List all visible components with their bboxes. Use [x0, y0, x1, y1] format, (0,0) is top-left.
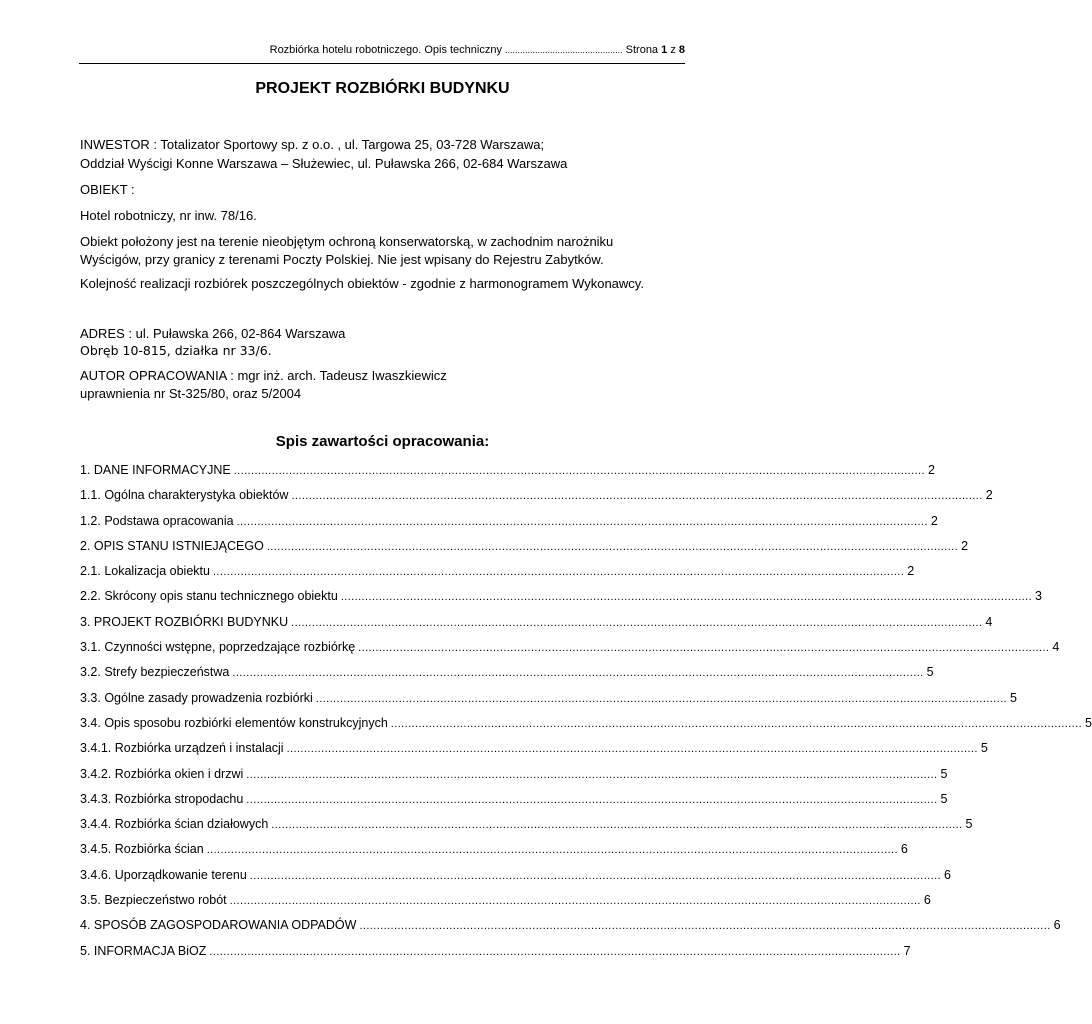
toc-entry-leader: ........................................................................................................................................................................................................: [233, 465, 925, 477]
toc-entry-label: 1.1. Ogólna charakterystyka obiektów: [80, 488, 289, 503]
header-doc-title: Rozbiórka hotelu robotniczego. Opis techniczny: [269, 44, 502, 56]
toc-entry[interactable]: [80, 562, 915, 587]
toc-entry-label: 3.1. Czynności wstępne, poprzedzające rozbiórkę: [80, 640, 356, 655]
toc-entry-page: 5: [940, 766, 948, 781]
toc-entry-label: 2.2. Skrócony opis stanu technicznego obiektu: [80, 589, 338, 604]
toc-entry-page: 2: [985, 488, 993, 503]
toc-entry-page: 5: [926, 665, 934, 680]
toc-entry-leader: ........................................................................................................................................................................................................: [232, 667, 924, 680]
toc-entry-leader: ........................................................................................................................................................................................................: [291, 616, 983, 629]
order-note: Kolejność realizacji rozbiórek poszczególnych obiektów - zgodnie z harmonogramem Wykonawcy.: [80, 276, 644, 291]
table-of-contents: [80, 461, 1092, 967]
toc-entry-page: 5: [1085, 715, 1092, 730]
toc-entry-leader: ........................................................................................................................................................................................................: [340, 591, 1033, 604]
toc-entry-page: 2: [907, 564, 915, 579]
toc-entry-label: 3.3. Ogólne zasady prowadzenia rozbiórki: [80, 690, 313, 705]
toc-entry-label: 3.4.4. Rozbiórka ścian działowych: [80, 817, 269, 832]
toc-entry[interactable]: [80, 461, 935, 486]
toc-entry-label: 3.2. Strefy bezpieczeństwa: [80, 665, 230, 680]
page-header: [0, 44, 685, 56]
toc-entry[interactable]: [80, 537, 969, 562]
toc-entry-leader: ........................................................................................................................................................................................................: [266, 540, 959, 553]
header-dots: ...............................................: [505, 45, 623, 55]
toc-entry[interactable]: [80, 486, 993, 511]
toc-entry-leader: ........................................................................................................................................................................................................: [271, 819, 963, 832]
toc-entry-label: 1.2. Podstawa opracowania: [80, 513, 234, 528]
toc-entry-label: 3.4.2. Rozbiórka okien i drzwi: [80, 766, 244, 781]
toc-entry[interactable]: [80, 663, 934, 688]
toc-entry-leader: ........................................................................................................................................................................................................: [286, 743, 978, 756]
header-page-sep: z: [670, 44, 676, 56]
toc-entry[interactable]: [80, 739, 988, 764]
toc-entry-page: 5: [965, 817, 973, 832]
toc-entry[interactable]: [80, 613, 993, 638]
toc-entry-page: 2: [961, 538, 969, 553]
parcel: Obręb 10-815, działka nr 33/6.: [80, 343, 272, 358]
toc-entry-label: 3.4.1. Rozbiórka urządzeń i instalacji: [80, 741, 284, 756]
toc-entry-page: 5: [940, 791, 948, 806]
toc-entry-page: 6: [944, 867, 951, 882]
toc-entry-leader: ........................................................................................................................................................................................................: [209, 945, 901, 958]
toc-entry-page: 5: [980, 741, 988, 756]
toc-entry[interactable]: [80, 815, 973, 840]
toc-entry-label: 3.4.3. Rozbiórka stropodachu: [80, 791, 244, 806]
header-divider: [79, 63, 685, 64]
toc-entry-leader: ........................................................................................................................................................................................................: [236, 515, 928, 528]
header-page-total: 8: [678, 44, 685, 56]
toc-entry-leader: ........................................................................................................................................................................................................: [249, 869, 942, 882]
toc-entry-label: 5. INFORMACJA BiOZ: [80, 943, 207, 958]
object-name: Hotel robotniczy, nr inw. 78/16.: [80, 208, 257, 223]
toc-entry-page: 5: [1010, 690, 1017, 705]
page-title: PROJEKT ROZBIÓRKI BUDYNKU: [255, 80, 510, 97]
toc-entry-leader: ........................................................................................................................................................................................................: [212, 566, 905, 579]
investor-line-2: Oddział Wyścigi Konne Warszawa – Służewiec, ul. Puławska 266, 02-684 Warszawa: [80, 156, 568, 171]
toc-entry-leader: ........................................................................................................................................................................................................: [359, 920, 1051, 933]
toc-entry-label: 4. SPOSÓB ZAGOSPODAROWANIA ODPADÓW: [80, 918, 357, 933]
toc-entry-page: 7: [903, 943, 911, 958]
toc-title: Spis zawartości opracowania:: [275, 433, 490, 450]
toc-entry-label: 2. OPIS STANU ISTNIEJĄCEGO: [80, 538, 264, 553]
toc-entry-page: 6: [1053, 918, 1061, 933]
toc-entry-label: 3. PROJEKT ROZBIÓRKI BUDYNKU: [80, 614, 289, 629]
toc-entry-label: 3.4.6. Uporządkowanie terenu: [80, 867, 247, 882]
toc-entry[interactable]: [80, 840, 908, 865]
toc-entry[interactable]: [80, 689, 1017, 714]
toc-entry[interactable]: [80, 714, 1092, 739]
toc-entry-label: 3.4. Opis sposobu rozbiórki elementów konstrukcyjnych: [80, 715, 388, 730]
toc-entry-page: 3: [1035, 589, 1042, 604]
toc-entry-leader: ........................................................................................................................................................................................................: [206, 844, 898, 857]
toc-entry[interactable]: [80, 942, 911, 967]
toc-entry[interactable]: [80, 512, 938, 537]
toc-entry-label: 3.5. Bezpieczeństwo robót: [80, 893, 227, 908]
toc-entry-leader: ........................................................................................................................................................................................................: [315, 692, 1008, 705]
header-page-current: 1: [661, 44, 668, 56]
toc-entry-page: 4: [1052, 640, 1060, 655]
author: AUTOR OPRACOWANIA : mgr inż. arch. Tadeusz Iwaszkiewicz: [80, 368, 447, 383]
toc-entry-page: 2: [930, 513, 938, 528]
toc-entry-leader: ........................................................................................................................................................................................................: [246, 793, 938, 806]
toc-entry-label: 2.1. Lokalizacja obiektu: [80, 564, 210, 579]
toc-entry-leader: ........................................................................................................................................................................................................: [229, 895, 921, 908]
toc-entry[interactable]: [80, 765, 948, 790]
location-line-2: Wyścigów, przy granicy z terenami Poczty Polskiej. Nie jest wpisany do Rejestru Zabytków.: [80, 252, 604, 267]
toc-entry-leader: ........................................................................................................................................................................................................: [390, 717, 1083, 730]
toc-entry-label: 1. DANE INFORMACYJNE: [80, 463, 231, 477]
location-line-1: Obiekt położony jest na terenie nieobjętym ochroną konserwatorską, w zachodnim narożniku: [80, 234, 614, 249]
toc-entry[interactable]: [80, 891, 931, 916]
toc-entry-page: 4: [985, 614, 993, 629]
toc-entry[interactable]: [80, 638, 1060, 663]
toc-entry-page: 2: [927, 463, 935, 477]
toc-entry-page: 6: [900, 842, 908, 857]
toc-entry[interactable]: [80, 587, 1042, 612]
toc-entry-label: 3.4.5. Rozbiórka ścian: [80, 842, 204, 857]
toc-entry-leader: ........................................................................................................................................................................................................: [246, 768, 938, 781]
toc-entry[interactable]: [80, 790, 948, 815]
address: ADRES : ul. Puławska 266, 02-864 Warszawa: [80, 326, 346, 341]
object-label: OBIEKT :: [80, 182, 135, 197]
permissions: uprawnienia nr St-325/80, oraz 5/2004: [80, 386, 302, 401]
toc-entry-leader: ........................................................................................................................................................................................................: [358, 642, 1050, 655]
investor-line-1: INWESTOR : Totalizator Sportowy sp. z o.o. , ul. Targowa 25, 03-728 Warszawa;: [80, 137, 545, 152]
toc-entry[interactable]: [80, 916, 1061, 941]
toc-entry[interactable]: [80, 866, 951, 891]
header-page-word: Strona: [625, 44, 659, 56]
toc-entry-page: 6: [923, 893, 931, 908]
toc-entry-leader: ........................................................................................................................................................................................................: [291, 490, 983, 503]
